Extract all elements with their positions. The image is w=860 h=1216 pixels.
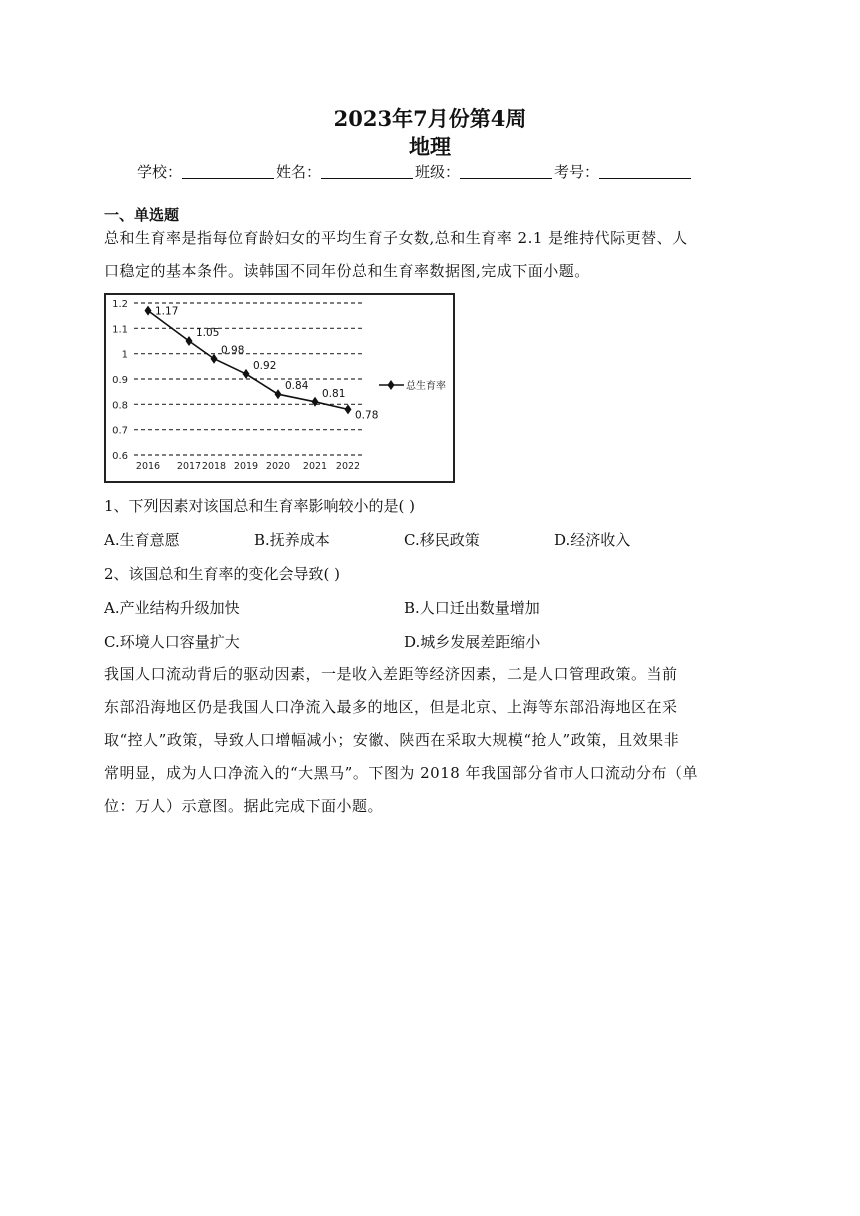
y-tick-label: 1 xyxy=(121,349,128,361)
q1-option-c[interactable]: C.移民政策 xyxy=(404,531,480,549)
q2-option-c[interactable]: C.环境人口容量扩大 xyxy=(104,633,240,651)
x-tick-label: 2022 xyxy=(335,461,361,472)
exam-number-label: 考号： xyxy=(554,163,600,181)
passage-2-line-2: 东部沿海地区仍是我国人口净流入最多的地区，但是北京、上海等东部沿海地区在采 xyxy=(104,698,678,716)
passage-1 xyxy=(104,222,754,288)
class-blank[interactable] xyxy=(460,163,552,179)
data-label: 0.84 xyxy=(285,380,309,393)
fertility-rate-chart xyxy=(104,293,455,483)
x-tick-label: 2021 xyxy=(302,461,328,472)
x-tick-label: 2019 xyxy=(233,461,259,472)
data-label: 1.05 xyxy=(196,327,220,339)
y-tick-label: 0.9 xyxy=(112,375,128,386)
data-point-marker xyxy=(186,336,193,346)
subject-title: 地理 xyxy=(409,134,451,159)
data-label: 1.17 xyxy=(155,305,179,318)
q2-option-a[interactable]: A.产业结构升级加快 xyxy=(104,599,240,617)
data-label: 0.81 xyxy=(322,387,346,400)
question-1 xyxy=(104,494,415,518)
question-2 xyxy=(104,562,340,586)
chart-svg xyxy=(106,295,453,481)
data-point-marker xyxy=(243,369,250,379)
passage-2-line-4: 常明显，成为人口净流入的“大黑马”。下图为 2018 年我国部分省市人口流动分布（单 xyxy=(104,764,699,782)
question-1-number: 1、 xyxy=(104,497,129,515)
x-tick-label: 2020 xyxy=(265,461,291,472)
passage-1-line-1: 总和生育率是指每位育龄妇女的平均生育子女数,总和生育率 2.1 是维持代际更替、人 xyxy=(104,229,688,247)
school-label: 学校： xyxy=(137,163,183,181)
x-tick-label: 2017 xyxy=(176,461,202,472)
passage-2-line-1: 我国人口流动背后的驱动因素，一是收入差距等经济因素，二是人口管理政策。当前 xyxy=(104,665,678,683)
q1-option-a[interactable]: A.生育意愿 xyxy=(104,531,180,549)
question-2-number: 2、 xyxy=(104,565,129,583)
legend-label: 总生育率 xyxy=(406,381,446,392)
passage-2 xyxy=(104,658,754,823)
x-tick-label: 2016 xyxy=(135,461,161,472)
question-2-text: 该国总和生育率的变化会导致( ) xyxy=(128,565,341,583)
class-label: 班级： xyxy=(415,163,461,181)
student-info-row xyxy=(137,160,693,184)
data-label: 0.78 xyxy=(355,409,379,422)
name-label: 姓名： xyxy=(276,163,322,181)
name-blank[interactable] xyxy=(321,163,413,179)
question-1-text: 下列因素对该国总和生育率影响较小的是( ) xyxy=(128,497,416,515)
legend-marker xyxy=(388,380,395,390)
passage-2-line-3: 取“控人”政策，导致人口增幅减小；安徽、陕西在采取大规模“抢人”政策，且效果非 xyxy=(104,731,680,749)
series-line xyxy=(148,311,348,410)
data-point-marker xyxy=(145,306,152,316)
q1-option-b[interactable]: B.抚养成本 xyxy=(254,531,330,549)
passage-2-line-5: 位：万人）示意图。据此完成下面小题。 xyxy=(104,797,384,815)
data-label: 0.98 xyxy=(221,344,245,357)
exam-number-blank[interactable] xyxy=(599,163,691,179)
section-heading: 一、单选题 xyxy=(104,206,180,224)
y-tick-label: 1.1 xyxy=(112,324,128,336)
y-tick-label: 1.2 xyxy=(112,299,128,310)
q2-option-d[interactable]: D.城乡发展差距缩小 xyxy=(404,633,541,651)
x-tick-label: 2018 xyxy=(201,461,227,472)
page-title: 2023年7月份第4周 xyxy=(333,106,527,131)
school-blank[interactable] xyxy=(182,163,274,179)
data-point-marker xyxy=(211,354,218,364)
data-point-marker xyxy=(345,404,352,414)
q2-option-b[interactable]: B.人口迁出数量增加 xyxy=(404,599,540,617)
y-tick-label: 0.7 xyxy=(112,425,128,437)
y-tick-label: 0.8 xyxy=(112,400,128,412)
q1-option-d[interactable]: D.经济收入 xyxy=(554,531,631,549)
data-point-marker xyxy=(275,389,282,399)
data-label: 0.92 xyxy=(253,359,277,372)
data-point-marker xyxy=(312,397,319,407)
y-tick-label: 0.6 xyxy=(112,451,128,462)
passage-1-line-2: 口稳定的基本条件。读韩国不同年份总和生育率数据图,完成下面小题。 xyxy=(104,262,590,280)
